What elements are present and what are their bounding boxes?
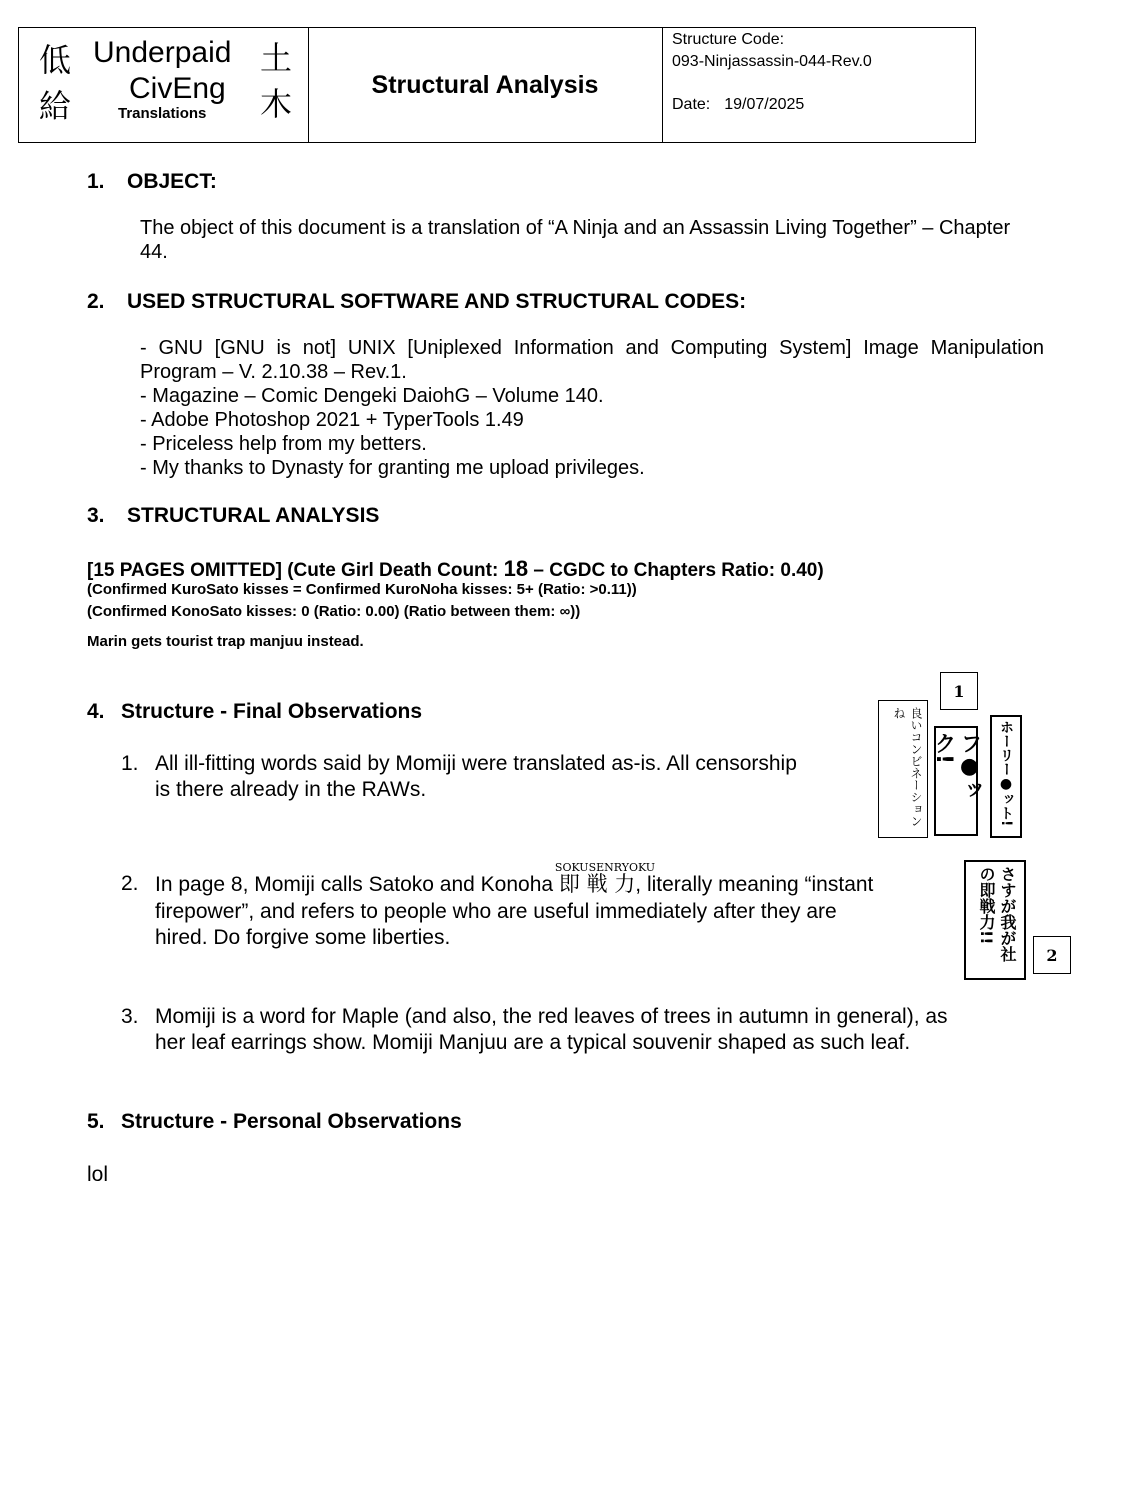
list-line: - Adobe Photoshop 2021 + TyperTools 1.49 (140, 409, 524, 431)
observation-item (121, 1004, 1021, 1056)
ruby-reading: SOKUSENRYOKU (554, 861, 656, 874)
omitted-text: [15 PAGES OMITTED] (Cute Girl Death Count: (87, 560, 504, 581)
paragraph: lol (87, 1163, 109, 1186)
logo-text-underpaid: Underpaid (93, 36, 232, 69)
paragraph: 44. (140, 241, 168, 263)
item-number: 1. (121, 752, 139, 775)
item-number: 2. (121, 872, 139, 895)
section-title: OBJECT: (127, 170, 217, 193)
list-line: - GNU [GNU is not] UNIX [Uniplexed Information and Computing System] Image Manipulation (140, 337, 1044, 359)
death-count: 18 (503, 556, 529, 581)
logo-text-translations: Translations (118, 105, 207, 122)
list-line: - Priceless help from my betters. (140, 433, 427, 455)
list-line: - My thanks to Dynasty for granting me upload privileges. (140, 457, 645, 479)
observation-item (121, 861, 951, 951)
item-text (155, 861, 874, 898)
section-number: 2. (87, 290, 105, 313)
panel-label: 1 (940, 672, 978, 710)
date-value: 19/07/2025 (724, 96, 805, 113)
note-line: Marin gets tourist trap manjuu instead. (87, 633, 364, 650)
item-text: All ill-fitting words said by Momiji were translated as-is. All censorship (155, 752, 797, 775)
logo-kanji: 土 (260, 39, 293, 77)
document-title: Structural Analysis (371, 70, 599, 99)
manga-panel (964, 860, 1026, 980)
section-4-heading (87, 700, 423, 724)
panel-text: ホーリー●ット! (998, 720, 1014, 827)
meta-cell (663, 28, 975, 142)
title-cell (308, 28, 663, 142)
ratio-text: – CGDC to Chapters Ratio: 0.40) (528, 560, 824, 581)
structure-code: 093-Ninjassassin-044-Rev.0 (672, 53, 872, 70)
date-row (672, 96, 804, 114)
item-text: is there already in the RAWs. (155, 778, 427, 801)
manga-panel (878, 700, 928, 838)
panel-text: 良いコンビネーションね (892, 707, 923, 827)
logo-text-civeng: CivEng (129, 72, 226, 105)
manga-panel (931, 726, 982, 836)
item-text: firepower”, and refers to people who are useful immediately after they are (155, 900, 837, 923)
section-title: STRUCTURAL ANALYSIS (127, 504, 380, 527)
item-number: 3. (121, 1005, 139, 1028)
section-title: Structure - Personal Observations (121, 1110, 462, 1133)
section-number: 3. (87, 504, 105, 527)
date-label: Date: (672, 96, 711, 113)
omitted-pages-line (87, 556, 824, 582)
section-number: 5. (87, 1110, 105, 1133)
logo (19, 28, 309, 142)
document-header (18, 27, 976, 143)
section-number: 4. (87, 700, 105, 723)
item-text: hired. Do forgive some liberties. (155, 926, 451, 949)
item-text: Momiji is a word for Maple (and also, the red leaves of trees in autumn in general), as (155, 1005, 948, 1028)
list-line: - Magazine – Comic Dengeki DaiohG – Volume 140. (140, 385, 604, 407)
section-5-heading (87, 1110, 462, 1134)
logo-kanji: 木 (260, 85, 293, 123)
panel-text: さすが我が社の即戦力!! (977, 866, 1017, 962)
manga-panel (990, 715, 1022, 838)
structure-code-label: Structure Code: (672, 31, 785, 48)
panel-label: 2 (1033, 936, 1071, 974)
kiss-count-line: (Confirmed KonoSato kisses: 0 (Ratio: 0.00) (Ratio between them: ∞)) (87, 603, 581, 620)
kiss-count-line: (Confirmed KuroSato kisses = Confirmed KuroNoha kisses: 5+ (Ratio: >0.11)) (87, 581, 637, 598)
section-3-heading (87, 504, 380, 528)
panel-text: フ●ック! (931, 732, 982, 801)
logo-kanji: 低 (39, 41, 72, 79)
section-number: 1. (87, 170, 105, 193)
paragraph: The object of this document is a translation of “A Ninja and an Assassin Living Together” – Chapter (140, 217, 1011, 239)
section-title: Structure - Final Observations (121, 700, 423, 723)
item-text-part: In page 8, Momiji calls Satoko and Konoha (155, 873, 559, 896)
item-text: her leaf earrings show. Momiji Manjuu are a typical souvenir shaped as such leaf. (155, 1031, 911, 1054)
section-2-heading (87, 290, 747, 314)
list-line: Program – V. 2.10.38 – Rev.1. (140, 361, 407, 383)
section-1-heading (87, 170, 217, 194)
ruby-term (554, 861, 656, 897)
logo-kanji: 給 (39, 87, 72, 125)
observation-item (121, 751, 861, 803)
ruby-base: 即 戦 力 (558, 872, 636, 896)
section-title: USED STRUCTURAL SOFTWARE AND STRUCTURAL CODES: (127, 290, 747, 313)
item-text-part: , literally meaning “instant (635, 873, 874, 896)
